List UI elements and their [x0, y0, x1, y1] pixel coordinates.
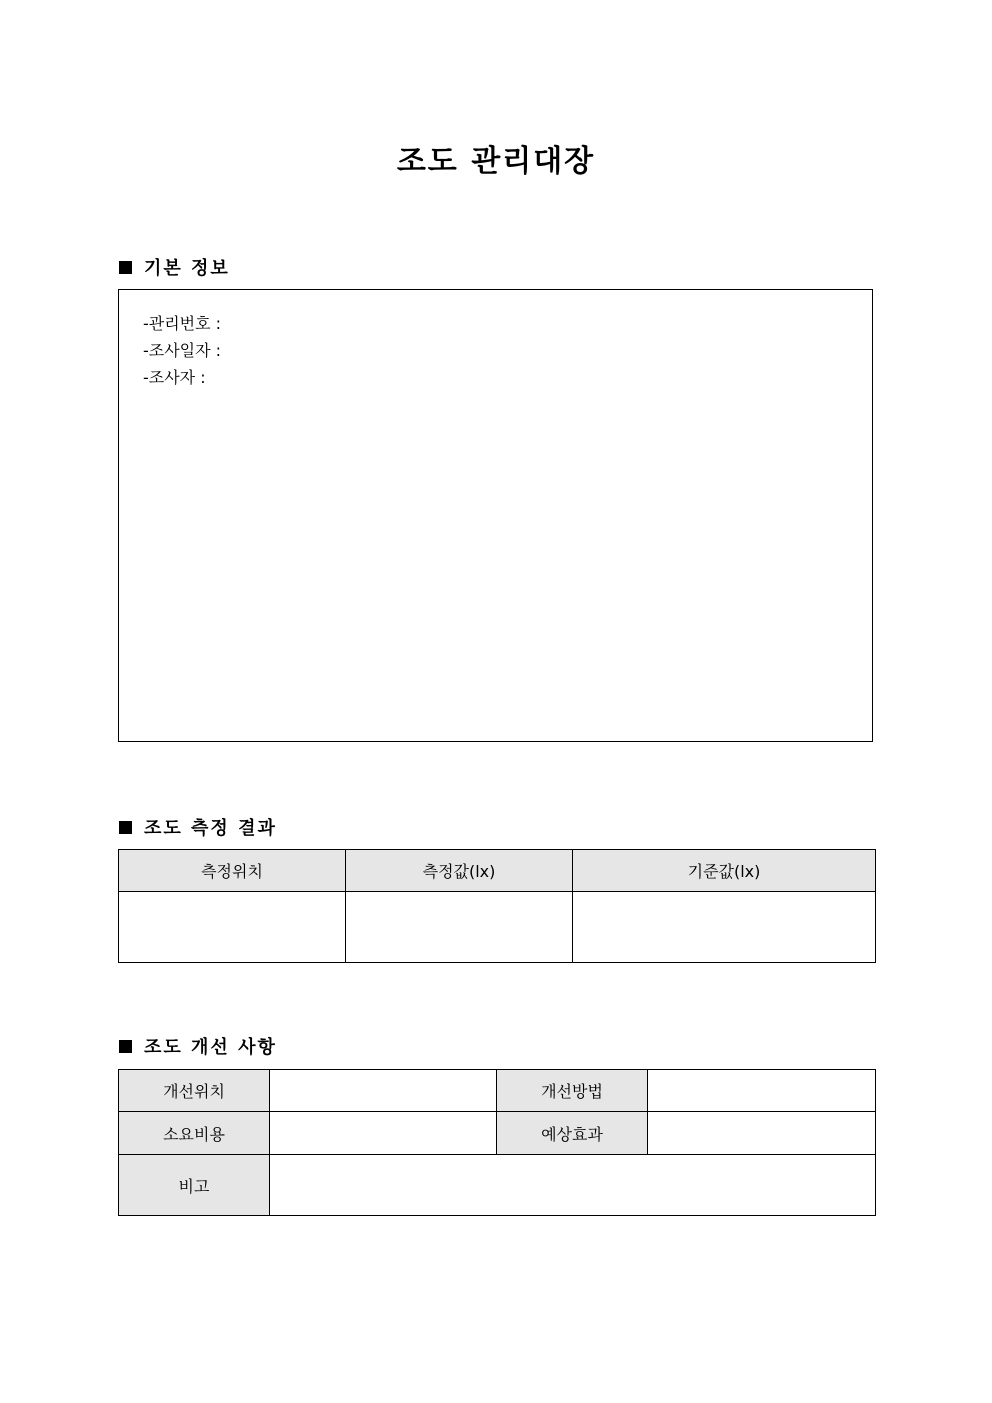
column-header-measured-value: 측정값(lx)	[346, 850, 573, 892]
page-title: 조도 관리대장	[396, 144, 596, 179]
management-number-label: -관리번호 :	[143, 314, 222, 333]
table-row	[119, 1070, 876, 1112]
section-heading-measurement	[119, 814, 277, 840]
surveyor-label: -조사자 :	[143, 368, 206, 387]
survey-date-label: -조사일자 :	[143, 341, 222, 360]
remarks-label: 비고	[119, 1155, 270, 1216]
measured-value-cell[interactable]	[346, 892, 573, 963]
square-bullet-icon	[119, 821, 132, 834]
measurement-table	[118, 849, 876, 963]
table-row	[119, 892, 876, 963]
square-bullet-icon	[119, 261, 132, 274]
column-header-standard-value: 기준값(lx)	[573, 850, 876, 892]
cost-label: 소요비용	[119, 1112, 270, 1155]
column-header-location: 측정위치	[119, 850, 346, 892]
improvement-method-cell[interactable]	[648, 1070, 876, 1112]
section-heading-basic-info	[119, 254, 230, 280]
table-header-row	[119, 850, 876, 892]
section-heading-label: 기본 정보	[144, 258, 230, 279]
improvement-location-cell[interactable]	[270, 1070, 497, 1112]
section-heading-label: 조도 측정 결과	[144, 818, 277, 839]
table-row	[119, 1155, 876, 1216]
section-heading-improvement	[119, 1033, 277, 1059]
measurement-location-cell[interactable]	[119, 892, 346, 963]
cost-cell[interactable]	[270, 1112, 497, 1155]
improvement-location-label: 개선위치	[119, 1070, 270, 1112]
expected-effect-label: 예상효과	[497, 1112, 648, 1155]
standard-value-cell[interactable]	[573, 892, 876, 963]
section-heading-label: 조도 개선 사항	[144, 1037, 277, 1058]
square-bullet-icon	[119, 1040, 132, 1053]
table-row	[119, 1112, 876, 1155]
basic-info-box	[118, 289, 873, 742]
expected-effect-cell[interactable]	[648, 1112, 876, 1155]
improvement-table	[118, 1069, 876, 1216]
improvement-method-label: 개선방법	[497, 1070, 648, 1112]
remarks-cell[interactable]	[270, 1155, 876, 1216]
